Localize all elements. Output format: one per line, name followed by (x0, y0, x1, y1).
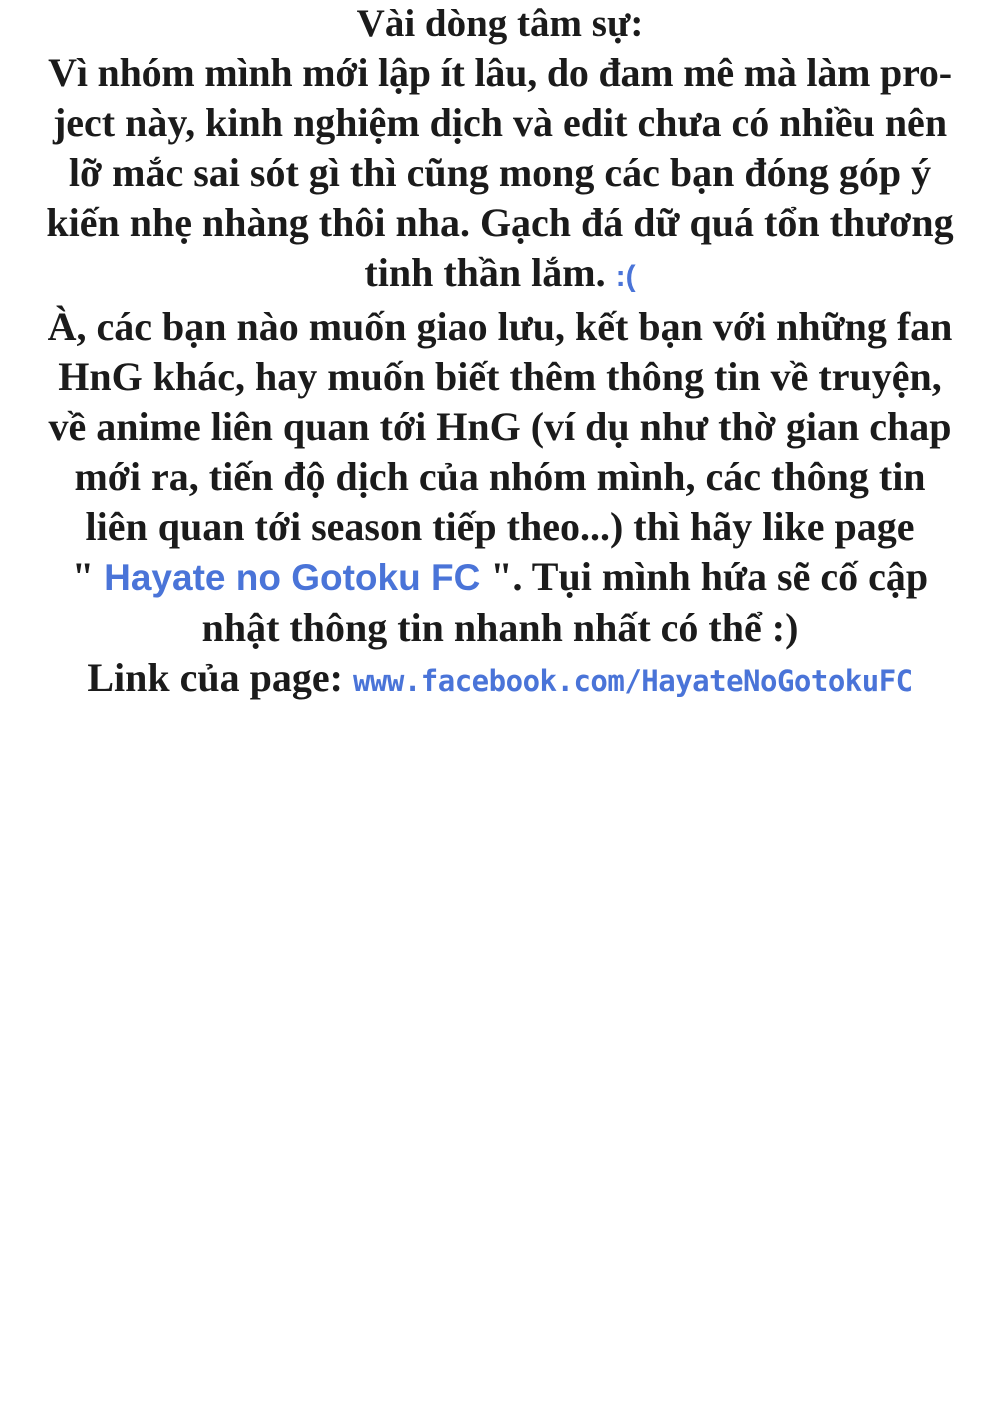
note-line-5 (0, 248, 1000, 302)
note-line-8: về anime liên quan tới HnG (ví dụ như thờ gian chap (48, 404, 952, 449)
page-link-line (0, 653, 1000, 706)
note-line-3: lỡ mắc sai sót gì thì cũng mong các bạn đóng góp ý (68, 150, 932, 195)
note-line-6: À, các bạn nào muốn giao lưu, kết bạn với những fan (47, 304, 953, 349)
note-line-7: HnG khác, hay muốn biết thêm thông tin về truyện, (58, 354, 942, 399)
note-title: Vài dòng tâm sự: (356, 2, 644, 45)
note-closing-line: nhật thông tin nhanh nhất có thể :) (201, 605, 799, 650)
quote-close-text: ". Tụi mình hứa sẽ cố cập (480, 554, 929, 599)
facebook-page-line (0, 552, 1000, 603)
blank-page-area (0, 700, 1000, 1412)
facebook-page-name-link[interactable]: Hayate no Gotoku FC (104, 557, 481, 598)
facebook-page-url[interactable]: www.facebook.com/HayateNoGotokuFC (352, 664, 913, 698)
note-line-4: kiến nhẹ nhàng thôi nha. Gạch đá dữ quá tổn thương (46, 200, 954, 245)
page-link-label: Link của page: (87, 655, 343, 700)
note-line-9: mới ra, tiến độ dịch của nhóm mình, các thông tin (74, 454, 926, 499)
note-line-10: liên quan tới season tiếp theo...) thì hãy like page (85, 504, 915, 549)
quote-open: " (71, 554, 105, 599)
note-line-2: ject này, kinh nghiệm dịch và edit chưa có nhiều nên (52, 100, 948, 145)
sad-face-emoticon: :( (615, 260, 636, 293)
note-line-1: Vì nhóm mình mới lập ít lâu, do đam mê mà làm pro- (48, 50, 952, 95)
note-line-5-text: tinh thần lắm. (364, 250, 606, 295)
